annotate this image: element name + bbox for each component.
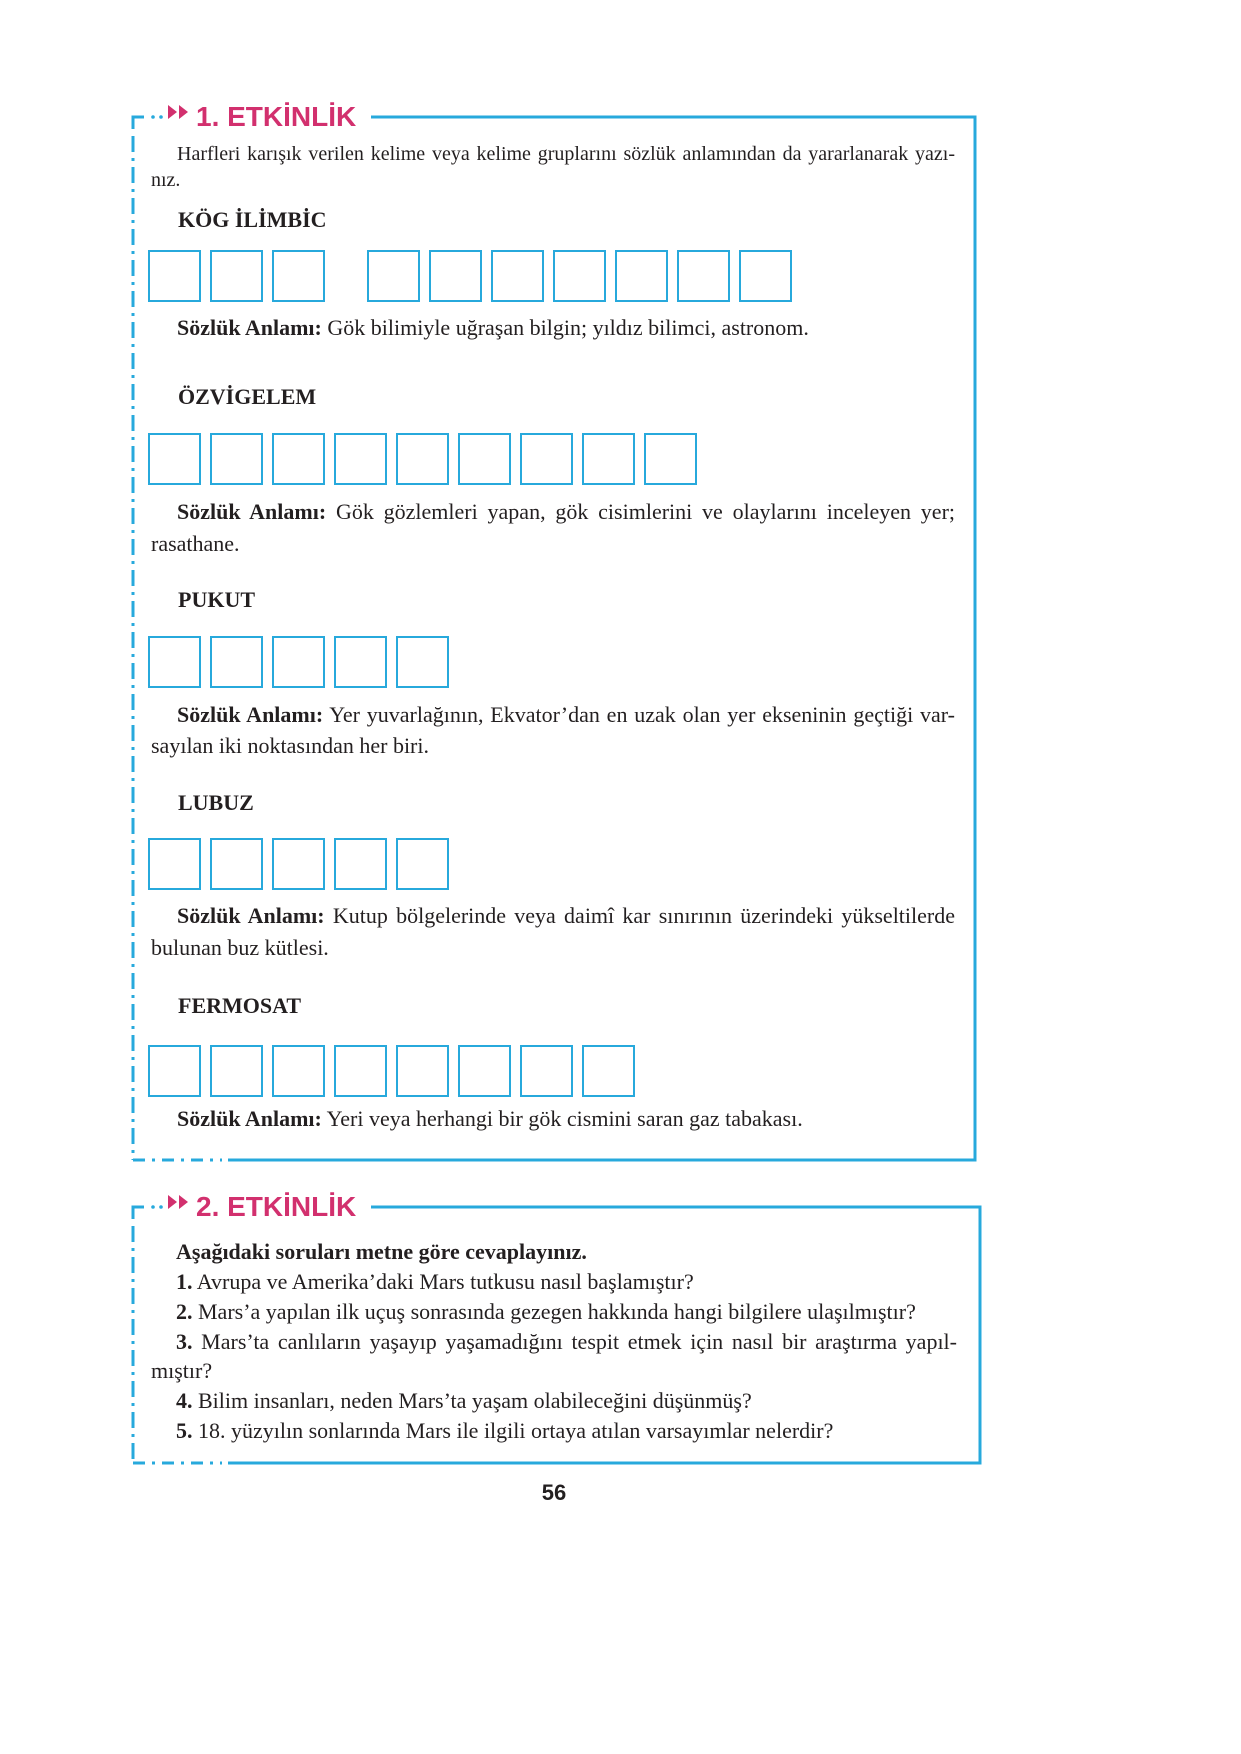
letter-box [367, 250, 420, 302]
frame-dot [159, 1205, 163, 1209]
frame-dot [159, 115, 163, 119]
meaning-label: Sözlük Anlamı: [177, 315, 322, 340]
letter-box [210, 1045, 263, 1097]
answer-boxes [148, 838, 449, 890]
letter-box [334, 636, 387, 688]
letter-box [582, 1045, 635, 1097]
question-text: Mars’ta canlıların yaşayıp yaşamadığını tespit etmek için nasıl bir araştırma yapıl- [201, 1329, 958, 1354]
scrambled-word: FERMOSAT [178, 993, 302, 1018]
double-arrow-icon [167, 105, 189, 119]
instruction-line: Aşağıdaki soruları metne göre cevaplayınız. [176, 1239, 587, 1264]
meaning-label: Sözlük Anlamı: [177, 1106, 322, 1131]
letter-box-group [148, 636, 449, 688]
letter-box [582, 433, 635, 485]
question-number: 2. [176, 1299, 193, 1324]
question-item [176, 1386, 752, 1416]
letter-box [148, 433, 201, 485]
meaning-line [177, 497, 955, 527]
letter-box [272, 838, 325, 890]
letter-box-group [367, 250, 792, 302]
letter-box [148, 838, 201, 890]
letter-box [644, 433, 697, 485]
meaning-label: Sözlük Anlamı: [177, 903, 325, 928]
question-item [176, 1327, 957, 1357]
meaning-label: Sözlük Anlamı: [177, 702, 324, 727]
letter-box [396, 636, 449, 688]
letter-box [148, 636, 201, 688]
letter-box [210, 636, 263, 688]
letter-box [210, 433, 263, 485]
letter-box [148, 1045, 201, 1097]
meaning-text: Yeri veya herhangi bir gök cismini saran gaz tabakası. [326, 1106, 803, 1131]
letter-box [148, 250, 201, 302]
letter-box [396, 838, 449, 890]
question-text: Avrupa ve Amerika’daki Mars tutkusu nasıl başlamıştır? [196, 1269, 694, 1294]
letter-box [334, 1045, 387, 1097]
meaning-text: bulunan buz kütlesi. [151, 935, 329, 960]
meaning-line [177, 901, 955, 931]
letter-box [491, 250, 544, 302]
letter-box [272, 250, 325, 302]
letter-box [396, 1045, 449, 1097]
letter-box [334, 838, 387, 890]
frame-dot [151, 1205, 155, 1209]
letter-box [210, 838, 263, 890]
question-text: mıştır? [151, 1358, 213, 1383]
question-text: Mars’a yapılan ilk uçuş sonrasında gezegen hakkında hangi bilgilere ulaşılmıştır? [198, 1299, 916, 1324]
letter-box-group [148, 1045, 635, 1097]
question-number: 1. [176, 1269, 193, 1294]
meaning-text: Yer yuvarlağının, Ekvator’dan en uzak olan yer ekseninin geçtiği var- [329, 702, 956, 727]
meaning-label: Sözlük Anlamı: [177, 499, 327, 524]
letter-box [396, 433, 449, 485]
scrambled-word: KÖG İLİMBİC [178, 207, 327, 232]
meaning-text: sayılan iki noktasından her biri. [151, 733, 429, 758]
letter-box-group [148, 433, 697, 485]
meaning-text: Kutup bölgelerinde veya daimî kar sınırının üzerindeki yükseltilerde [332, 903, 956, 928]
letter-box [210, 250, 263, 302]
letter-box [272, 433, 325, 485]
frame-corner [133, 1207, 144, 1219]
letter-box [458, 433, 511, 485]
scrambled-word: PUKUT [178, 587, 255, 612]
frame-corner [133, 117, 144, 129]
scrambled-word: ÖZVİGELEM [178, 384, 317, 409]
meaning-text: Gök bilimiyle uğraşan bilgin; yıldız bilimci, astronom. [327, 315, 809, 340]
frame-dot [151, 115, 155, 119]
activity-2-title: 2. ETKİNLİK [196, 1191, 357, 1222]
letter-box [458, 1045, 511, 1097]
question-number: 5. [176, 1418, 193, 1443]
meaning-line [177, 700, 955, 730]
letter-box [615, 250, 668, 302]
letter-box [739, 250, 792, 302]
letter-box [520, 1045, 573, 1097]
question-text: 18. yüzyılın sonlarında Mars ile ilgili ortaya atılan varsayımlar nelerdir? [198, 1418, 834, 1443]
answer-boxes [148, 636, 449, 688]
letter-box [272, 636, 325, 688]
letter-box [429, 250, 482, 302]
instruction-line: nız. [151, 169, 181, 191]
letter-box [272, 1045, 325, 1097]
question-item [176, 1267, 694, 1297]
letter-box [553, 250, 606, 302]
meaning-line [177, 1104, 803, 1134]
activity-1-title: 1. ETKİNLİK [196, 101, 357, 132]
meaning-text: Gök gözlemleri yapan, gök cisimlerini ve olaylarını inceleyen yer; [335, 499, 956, 524]
scrambled-word: LUBUZ [178, 790, 254, 815]
letter-box [677, 250, 730, 302]
instruction-line: Harfleri karışık verilen kelime veya kelime gruplarını sözlük anlamından da yararlanarak yazı- [177, 143, 955, 165]
page-number: 56 [541, 1480, 567, 1505]
meaning-line [177, 313, 809, 343]
question-item [176, 1297, 916, 1327]
answer-boxes [148, 1045, 635, 1097]
answer-boxes [148, 433, 697, 485]
question-number: 3. [176, 1329, 193, 1354]
letter-box [520, 433, 573, 485]
question-item [176, 1416, 833, 1446]
meaning-text: rasathane. [151, 531, 240, 556]
answer-boxes [148, 250, 792, 302]
double-arrow-icon [167, 1195, 189, 1209]
letter-box-group [148, 838, 449, 890]
letter-box [334, 433, 387, 485]
letter-box-group [148, 250, 325, 302]
question-text: Bilim insanları, neden Mars’ta yaşam olabileceğini düşünmüş? [198, 1388, 752, 1413]
question-number: 4. [176, 1388, 193, 1413]
